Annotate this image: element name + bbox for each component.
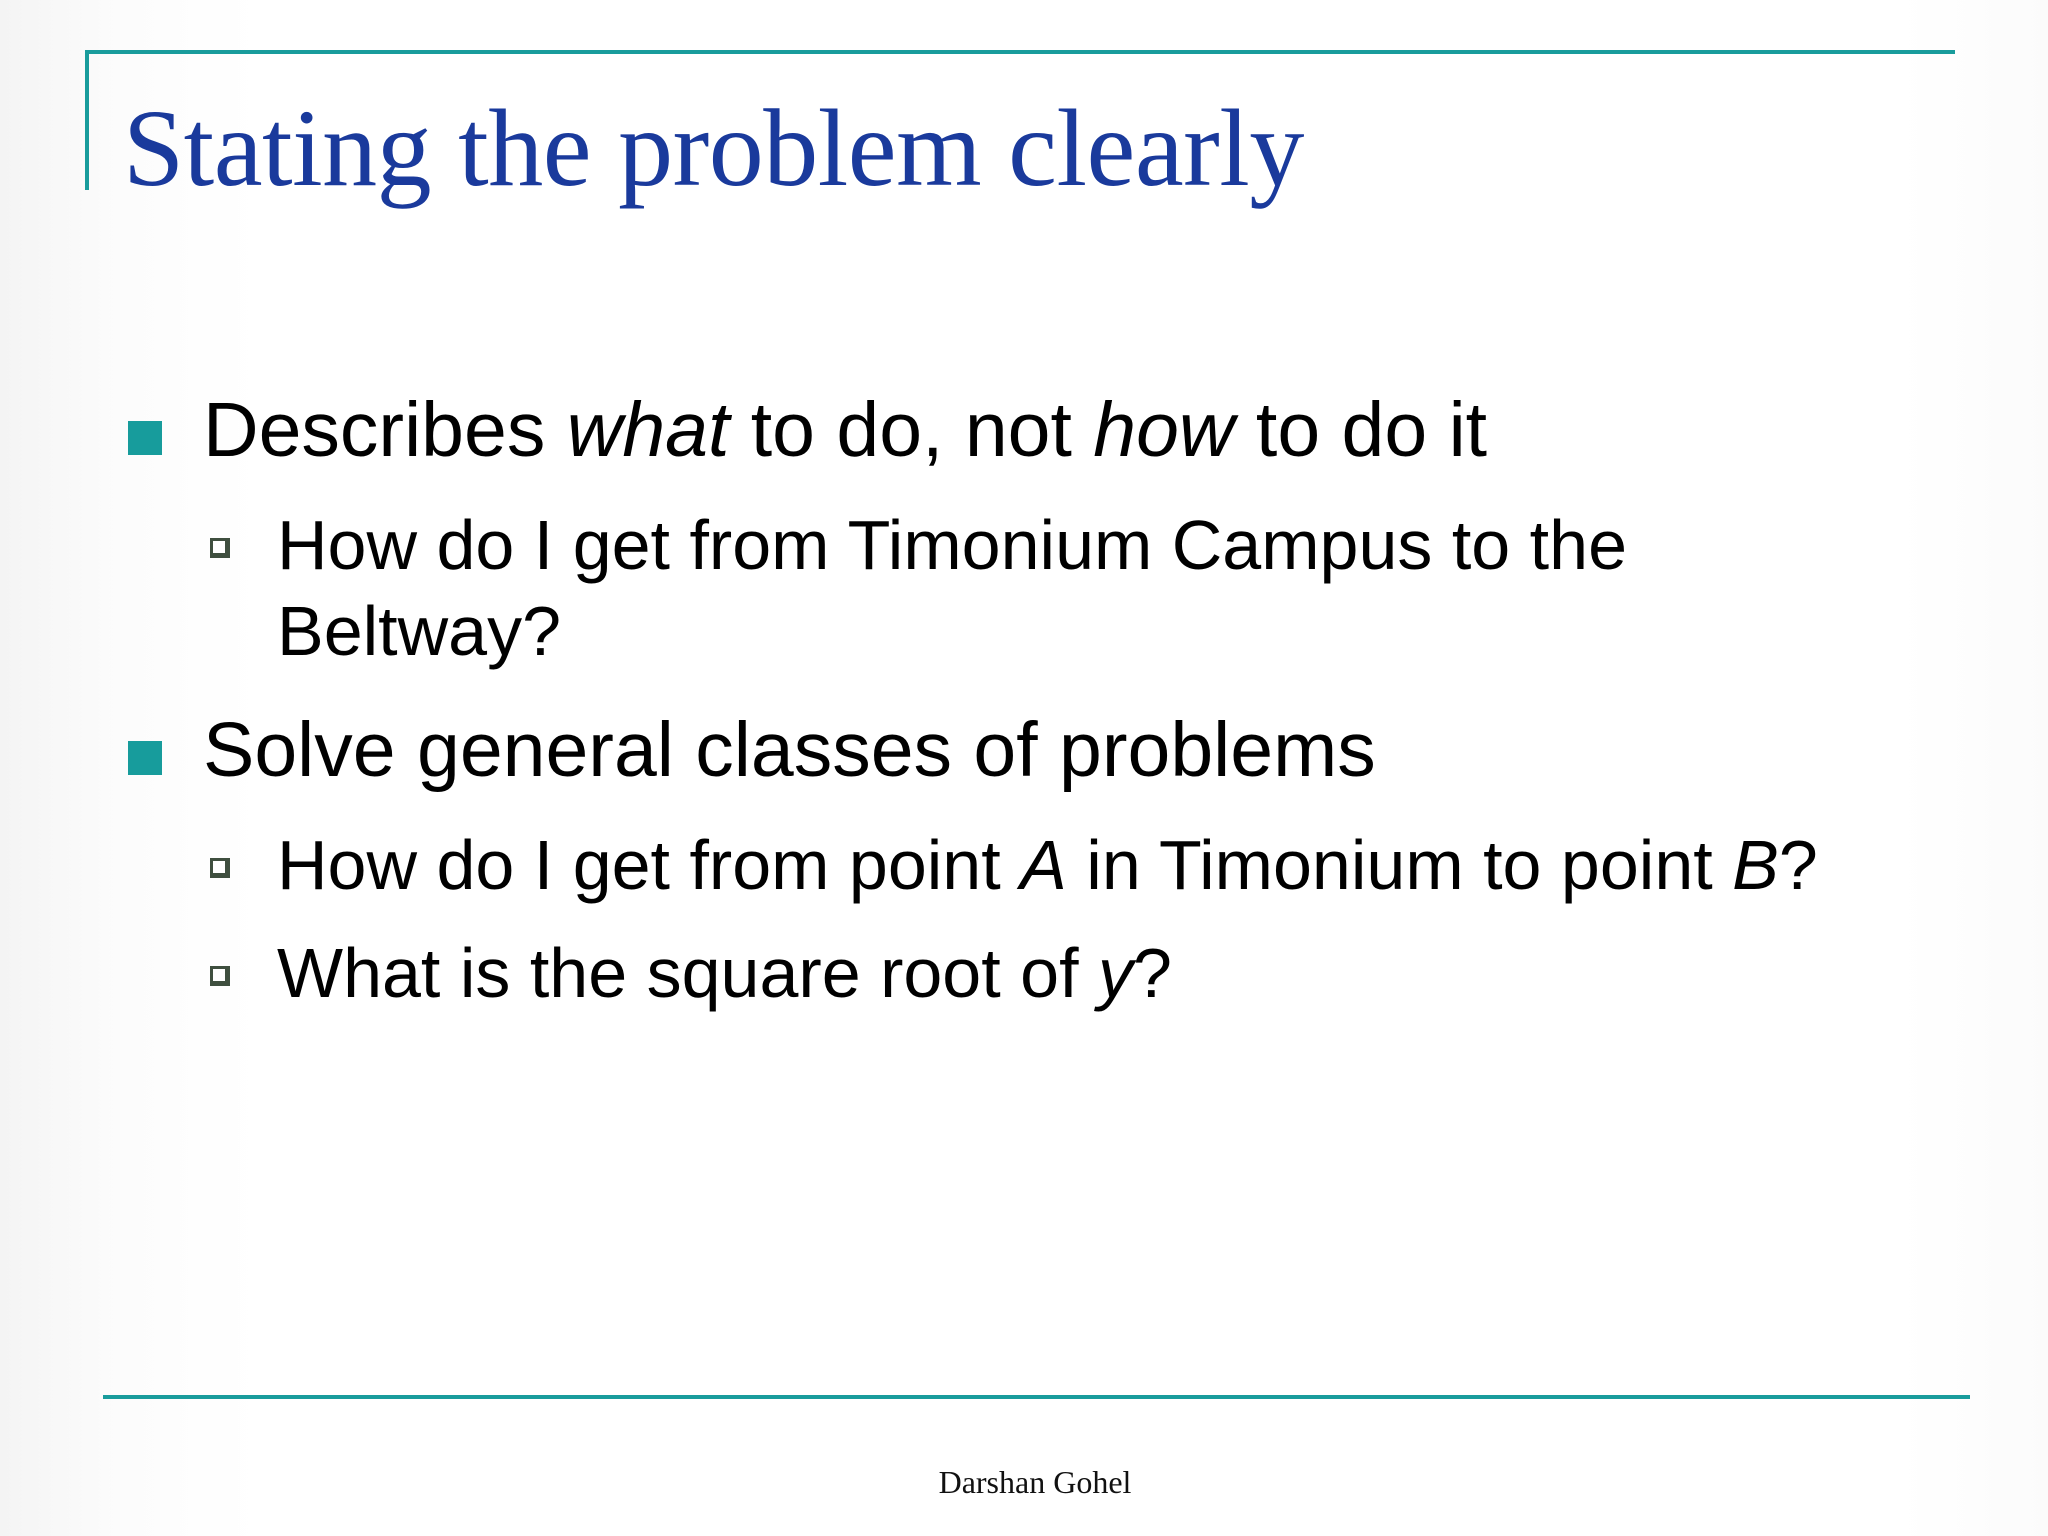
bullet-1-emphasis-how: how — [1093, 387, 1235, 473]
subbullet-2-2-text-part: ? — [1132, 934, 1172, 1012]
bullet-1-text-part: to do it — [1234, 387, 1488, 473]
bullet-1-emphasis-what: what — [566, 387, 730, 473]
left-accent-rule — [85, 50, 89, 190]
top-accent-rule — [85, 50, 1955, 54]
filled-square-icon — [128, 421, 162, 455]
subbullet-2-1-emphasis-b: B — [1732, 826, 1779, 904]
hollow-square-icon — [210, 858, 230, 878]
filled-square-icon — [128, 741, 162, 775]
bullet-1-text-part: to do, not — [729, 387, 1094, 473]
bottom-accent-rule — [103, 1395, 1970, 1399]
subbullet-2-1-text-part: in Timonium to point — [1066, 826, 1733, 904]
bullet-2-text-part: Solve general classes of problems — [203, 707, 1376, 793]
subbullet-1-1-line-2: Beltway? — [277, 592, 562, 670]
subbullet-2-2-text — [277, 930, 1172, 1016]
footer-author: Darshan Gohel — [938, 1464, 1132, 1500]
hollow-square-icon — [210, 538, 230, 558]
subbullet-2-2-text-part: What is the square root of — [277, 934, 1098, 1012]
bullet-2-text — [203, 705, 1376, 795]
subbullet-2-1-text-part: ? — [1778, 826, 1818, 904]
subbullet-2-2-emphasis-y: y — [1097, 934, 1133, 1012]
subbullet-2-1-text — [277, 822, 1818, 908]
subbullet-2-1-text-part: How do I get from point — [277, 826, 1021, 904]
bullet-1-text — [203, 385, 1487, 475]
hollow-square-icon — [210, 966, 230, 986]
subbullet-2-1-emphasis-a: A — [1020, 826, 1067, 904]
bullet-1-text-part: Describes — [203, 387, 567, 473]
subbullet-1-1-line-1: How do I get from Timonium Campus to the — [277, 506, 1627, 584]
slide-title: Stating the problem clearly — [123, 87, 1304, 209]
